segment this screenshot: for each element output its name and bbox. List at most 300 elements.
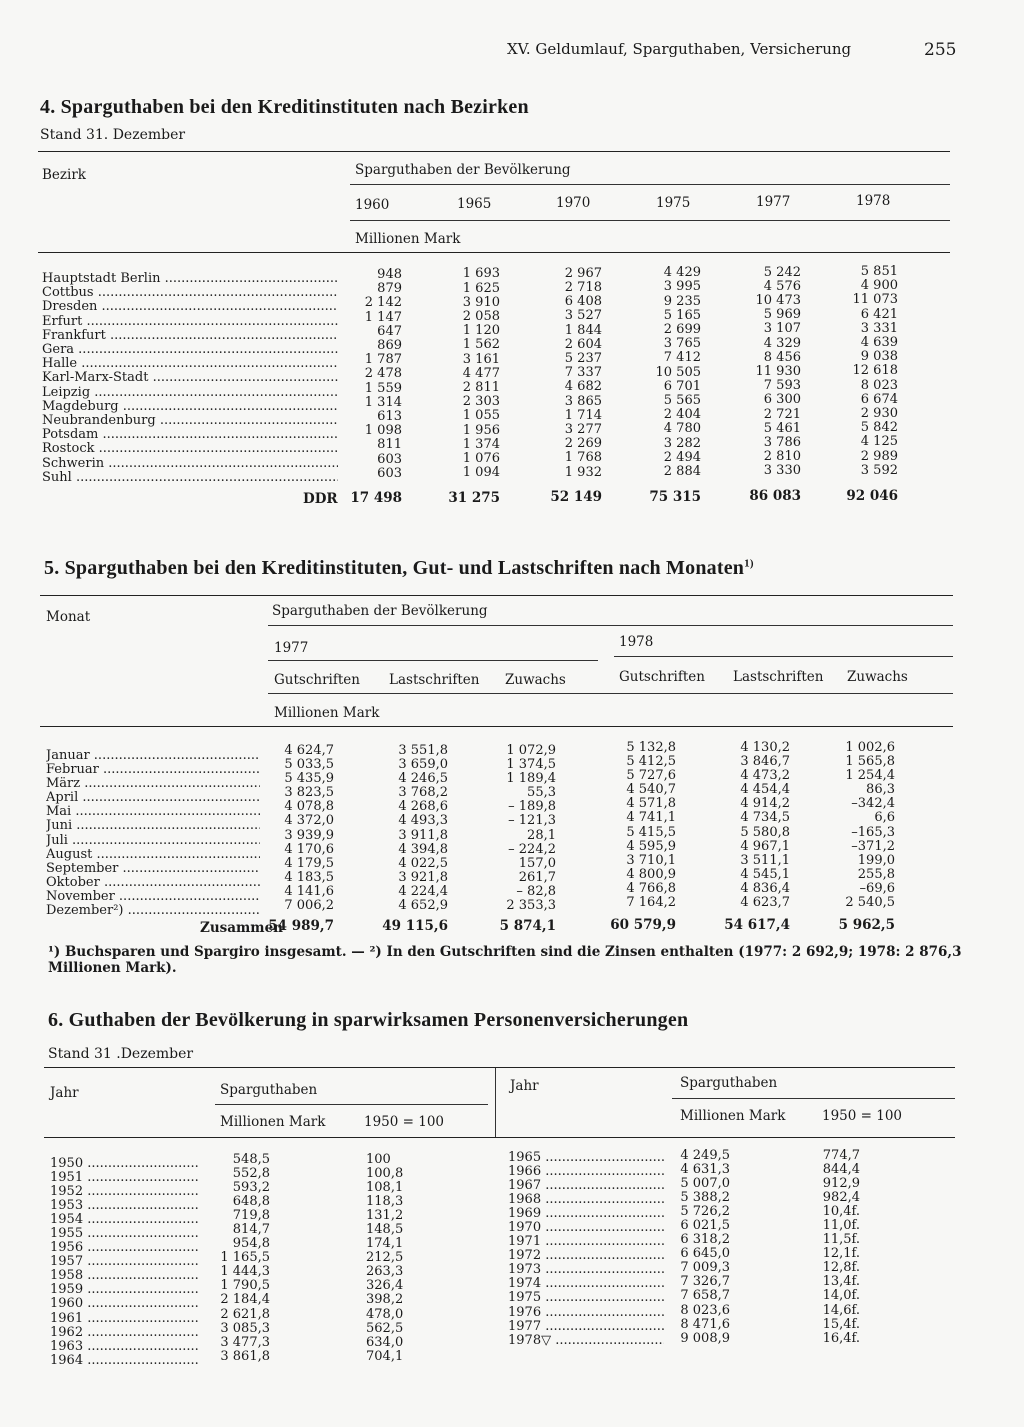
row-label: 1969 ..... [508,1207,664,1221]
row-label: 1956 ..... [50,1241,198,1255]
cell: 814,7 [232,1222,270,1238]
cell: 1 072,9 [506,743,556,758]
cell: 1 165,5 [220,1250,270,1266]
total-cell: 54 989,7 [268,918,334,934]
year-header: 1975 [656,194,691,211]
cell: 648,8 [232,1194,270,1210]
row-label: 1957 ..... [50,1255,198,1269]
cell: 131,2 [366,1208,404,1224]
cell: 1 956 [462,422,500,438]
cell: 2 269 [564,436,602,452]
cell: 4 571,8 [626,796,676,812]
cell: 8 023,6 [680,1302,730,1318]
cell: 2 142 [364,295,402,311]
cell: 4 141,6 [284,883,334,899]
cell: 4 078,8 [284,799,334,815]
cell: 174,1 [366,1236,404,1252]
cell: 2 303 [462,394,500,410]
row-label: 1963 ..... [50,1340,198,1354]
row-label: Hauptstadt Berlin ..... [42,272,338,286]
cell: 5 033,5 [284,757,334,773]
cell: 326,4 [366,1278,404,1294]
cell: 4 914,2 [740,796,790,812]
row-label: Februar ..... [46,763,260,777]
row-label: 1955 ..... [50,1227,198,1241]
cell: 6 318,2 [680,1232,730,1248]
cell: 5 969 [763,307,801,323]
cell: 255,8 [857,866,895,882]
row-label: Suhl ..... [42,471,338,485]
cell: 1 098 [364,423,402,439]
total-cell: 54 617,4 [724,917,790,933]
cell: 3 846,7 [740,754,790,770]
row-label: November ..... [46,890,260,904]
cell: 3 861,8 [220,1348,270,1364]
cell: 5 461 [763,420,801,436]
cell: – 121,3 [508,813,556,829]
cell: 1 559 [364,380,402,396]
row-label: Schwerin ..... [42,457,338,471]
cell: –165,3 [851,824,895,840]
cell: 7 006,2 [284,898,334,914]
group-header-left: Sparguthaben [220,1082,318,1098]
cell: 4 429 [663,265,701,281]
col-idx-right: 1950 = 100 [822,1108,903,1124]
table-4-subtitle: Stand 31. Dezember [40,127,186,143]
row-label: 1964 ..... [50,1354,198,1368]
cell: 5 132,8 [626,740,676,755]
cell: 5 165 [663,307,701,323]
total-cell: 52 149 [550,489,602,506]
total-cell: 49 115,6 [382,918,448,934]
cell: 4 836,4 [740,880,790,896]
col-monat: Monat [46,609,91,625]
value-column [358,744,448,913]
cell: 948 [377,267,402,282]
cell: 4 631,3 [680,1162,730,1178]
cell: 1 120 [462,323,500,339]
cell: 1 790,5 [220,1278,270,1294]
cell: 8 456 [763,349,801,365]
cell: 4 394,8 [398,841,448,857]
cell: 3 551,8 [398,743,448,758]
row-label: Dezember²) ..... [46,904,260,918]
cell: 11 073 [852,292,898,308]
row-label: Frankfurt ..... [42,329,338,343]
value-column [621,266,701,479]
cell: 5 580,8 [740,824,790,840]
cell: 4 800,9 [626,866,676,882]
cell: 3 161 [462,351,500,367]
cell: 954,8 [232,1236,270,1252]
cell: 14,6f. [822,1302,860,1318]
cell: 5 726,2 [680,1204,730,1220]
cell: 3 786 [763,435,801,451]
cell: 108,1 [366,1180,404,1196]
cell: 2 494 [663,449,701,465]
column-header: Zuwachs [505,672,566,688]
cell: 157,0 [518,855,556,871]
cell: 603 [377,465,402,481]
cell: 3 107 [763,321,801,337]
cell: 6 408 [564,294,602,310]
cell: 2 718 [564,280,602,295]
cell: 4 130,2 [740,740,790,755]
cell: 11,5f. [822,1232,860,1248]
cell: 6 300 [763,392,801,408]
cell: 879 [377,281,402,297]
cell: 2 404 [663,407,701,423]
cell: 13,4f. [822,1274,860,1290]
table-5-title: 5. Sparguthaben bei den Kreditinstituten, Gut- und Lastschriften nach Monaten$^{1)}$ [44,557,754,579]
cell: 6 021,5 [680,1218,730,1234]
year-1977: 1977 [274,640,309,656]
cell: 28,1 [527,827,556,843]
cell: 11 930 [755,364,801,380]
cell: 4 372,0 [284,813,334,829]
cell: 6,6 [874,810,895,826]
cell: 3 085,3 [220,1320,270,1336]
value-column [586,741,676,910]
cell: 2 353,3 [506,898,556,914]
row-label: März ..... [46,777,260,791]
cell: 4 179,5 [284,855,334,871]
cell: 912,9 [822,1176,860,1192]
cell: 2 810 [763,449,801,465]
cell: 5 388,2 [680,1190,730,1206]
cell: 4 183,5 [284,869,334,885]
row-label: 1972 ..... [508,1249,664,1263]
cell: 2 967 [564,265,602,281]
row-label: 1977 ..... [508,1320,664,1334]
cell: 398,2 [366,1292,404,1308]
cell: 1 076 [462,451,500,467]
row-label: Neubrandenburg ..... [42,414,338,428]
row-label: 1962 ..... [50,1326,198,1340]
year-header: 1970 [556,195,591,212]
row-label: Oktober ..... [46,876,260,890]
cell: 5 007,0 [680,1176,730,1192]
cell: 1 565,8 [845,754,895,770]
cell: 100 [366,1152,391,1167]
cell: 3 527 [564,308,602,324]
cell: 55,3 [527,785,556,801]
unit-label: Millionen Mark [274,705,380,721]
year-header: 1977 [756,193,791,210]
total-cell: 75 315 [649,488,701,505]
col-jahr-left: Jahr [50,1085,79,1101]
row-label: September ..... [46,862,260,876]
cell: 4 329 [763,335,801,351]
cell: 562,5 [366,1320,404,1336]
row-label: 1965 ..... [508,1151,664,1165]
footnote: ¹) Buchsparen und Spargiro insgesamt. — ²) In den Gutschriften sind die Zinsen enthalten (1977: 2 692,9; 1978: 2 876,3 Millionen Mark). [48,944,962,976]
cell: 12,1f. [822,1246,860,1262]
cell: 10 473 [755,293,801,308]
cell: 2 478 [364,366,402,382]
cell: 548,5 [232,1152,270,1167]
cell: 2 989 [860,448,898,464]
row-label: Erfurt ..... [42,315,338,329]
cell: 5 727,6 [626,768,676,784]
cell: 1 374 [462,436,500,452]
col-jahr-right: Jahr [510,1078,539,1094]
row-label: 1959 ..... [50,1283,198,1297]
cell: 3 911,8 [398,827,448,843]
cell: 4 576 [763,278,801,294]
cell: 148,5 [366,1222,404,1238]
cell: 118,3 [366,1194,404,1210]
cell: 1 844 [564,322,602,338]
total-cell: 92 046 [846,488,898,504]
cell: 4 766,8 [626,880,676,896]
cell: 7 593 [763,378,801,394]
cell: 4 780 [663,421,701,437]
col-bezirk: Bezirk [42,167,86,183]
cell: – 224,2 [508,841,556,857]
cell: 3 659,0 [398,757,448,773]
group-header-right: Sparguthaben [680,1075,778,1091]
cell: 9 235 [663,293,701,309]
cell: 5 415,5 [626,824,676,840]
year-1978: 1978 [619,634,654,650]
cell: –371,2 [851,838,895,854]
value-column [466,744,556,913]
year-header: 1965 [457,196,492,213]
idx-column-left [366,1153,403,1364]
column-header: Lastschriften [733,669,824,685]
cell: 7 164,2 [626,895,676,911]
cell: 4 493,3 [398,813,448,829]
cell: 5 565 [663,393,701,409]
unit-label: Millionen Mark [355,231,461,247]
row-label: 1978▽ ..... [508,1334,664,1348]
idx-column-right [790,1149,860,1346]
row-label: April ..... [46,791,260,805]
cell: 3 282 [663,435,701,451]
cell: 704,1 [366,1348,404,1364]
col-idx-left: 1950 = 100 [364,1114,445,1130]
cell: 3 823,5 [284,785,334,801]
cell: 9 008,9 [680,1330,730,1346]
cell: 1 002,6 [845,740,895,755]
row-label: 1960 ..... [50,1297,198,1311]
cell: 4 682 [564,379,602,395]
row-label: 1958 ..... [50,1269,198,1283]
cell: 4 595,9 [626,838,676,854]
cell: 3 331 [860,320,898,336]
year-header: 1960 [355,197,390,213]
cell: 478,0 [366,1306,404,1322]
cell: 4 268,6 [398,799,448,815]
cell: 11,0f. [822,1218,860,1234]
row-label: Januar ..... [46,749,260,763]
cell: 844,4 [822,1162,860,1178]
table-6-subtitle: Stand 31 .Dezember [48,1046,194,1062]
row-label: 1968 ..... [508,1193,664,1207]
cell: 7 009,3 [680,1260,730,1276]
cell: 3 921,8 [398,869,448,885]
cell: 4 967,1 [740,838,790,854]
cell: 634,0 [366,1334,404,1350]
cell: – 189,8 [508,799,556,815]
cell: 3 939,9 [284,827,334,843]
cell: 5 851 [860,264,898,279]
mm-column-right [650,1149,730,1346]
row-label: 1973 ..... [508,1263,664,1277]
cell: –342,4 [851,796,895,812]
cell: 1 768 [564,450,602,466]
cell: 2 721 [763,406,801,422]
cell: 3 910 [462,294,500,310]
cell: 263,3 [366,1264,404,1280]
cell: 2 184,4 [220,1292,270,1308]
value-column [700,741,790,910]
cell: 7 658,7 [680,1288,730,1304]
total-cell: 5 874,1 [499,918,556,934]
cell: 5 842 [860,420,898,436]
value-column [420,267,500,480]
row-label: 1953 ..... [50,1199,198,1213]
row-label: Magdeburg ..... [42,400,338,414]
cell: 3 477,3 [220,1334,270,1350]
cell: –69,6 [859,880,895,896]
cell: 5 237 [564,351,602,367]
chapter-header: XV. Geldumlauf, Sparguthaben, Versicherung [507,40,852,58]
cell: 4 734,5 [740,810,790,826]
cell: 5 435,9 [284,771,334,787]
cell: 1 932 [564,464,602,480]
cell: 982,4 [822,1190,860,1206]
year-labels-left [50,1157,198,1368]
row-label: 1976 ..... [508,1306,664,1320]
value-column [522,267,602,480]
cell: 100,8 [366,1166,404,1182]
cell: 3 768,2 [398,785,448,801]
cell: 4 125 [860,434,898,450]
row-label: 1971 ..... [508,1235,664,1249]
cell: – 82,8 [516,883,556,899]
group-header: Sparguthaben der Bevölkerung [355,162,571,178]
cell: 8 471,6 [680,1316,730,1332]
cell: 603 [377,451,402,467]
cell: 261,7 [518,869,556,885]
row-label: 1954 ..... [50,1213,198,1227]
cell: 2 699 [663,322,701,337]
column-header: Gutschriften [619,669,705,685]
cell: 552,8 [232,1166,270,1182]
cell: 4 454,4 [740,782,790,798]
cell: 811 [377,437,402,453]
row-label: Gera ..... [42,343,338,357]
cell: 1 625 [462,280,500,296]
col-mm-right: Millionen Mark [680,1108,786,1124]
table-4-title: 4. Sparguthaben bei den Kreditinstituten nach Bezirken [40,96,529,118]
column-header: Gutschriften [274,672,360,688]
row-label: Rostock ..... [42,442,338,456]
cell: 14,0f. [822,1288,860,1304]
cell: 16,4f. [822,1330,860,1346]
cell: 2 604 [564,336,602,352]
total-cell: 86 083 [749,488,801,505]
cell: 3 710,1 [626,852,676,868]
cell: 4 246,5 [398,771,448,787]
cell: 1 147 [364,309,402,325]
total-label: Zusammen [200,920,283,936]
cell: 5 412,5 [626,754,676,770]
cell: 4 900 [860,278,898,294]
cell: 6 645,0 [680,1246,730,1262]
cell: 199,0 [857,852,895,868]
cell: 10,4f. [822,1204,860,1220]
row-label: 1950 ..... [50,1157,198,1171]
row-label: Mai ..... [46,805,260,819]
row-label: Halle ..... [42,357,338,371]
cell: 7 412 [663,350,701,366]
cell: 1 094 [462,465,500,481]
cell: 2 884 [663,464,701,480]
cell: 3 330 [763,463,801,479]
value-column [721,266,801,479]
cell: 869 [377,338,402,354]
cell: 613 [377,409,402,425]
cell: 6 421 [860,306,898,322]
cell: 4 652,9 [398,898,448,914]
cell: 4 639 [860,335,898,351]
row-label: 1974 ..... [508,1277,664,1291]
mm-column-left [190,1153,270,1364]
cell: 212,5 [366,1250,404,1266]
monat-labels [46,749,260,918]
cell: 4 170,6 [284,841,334,857]
value-column [244,744,334,913]
cell: 6 701 [663,378,701,394]
row-label: 1975 ..... [508,1291,664,1305]
cell: 1 055 [462,408,500,424]
total-cell: 5 962,5 [838,917,895,933]
cell: 6 674 [860,391,898,407]
row-label: Cottbus ..... [42,286,338,300]
cell: 4 224,4 [398,883,448,899]
table-6-title: 6. Guthaben der Bevölkerung in sparwirksamen Personenversicherungen [48,1009,689,1031]
cell: 2 930 [860,406,898,422]
value-column [805,741,895,910]
cell: 1 693 [462,266,500,282]
cell: 4 540,7 [626,782,676,798]
cell: 3 865 [564,393,602,409]
row-label: 1961 ..... [50,1312,198,1326]
cell: 86,3 [866,782,895,798]
row-label: 1967 ..... [508,1179,664,1193]
cell: 4 477 [462,365,500,381]
cell: 3 765 [663,336,701,352]
value-column [818,265,898,478]
row-label: Karl-Marx-Stadt ..... [42,371,338,385]
cell: 8 023 [860,377,898,393]
group-header: Sparguthaben der Bevölkerung [272,603,488,619]
cell: 1 444,3 [220,1264,270,1280]
cell: 1 189,4 [506,771,556,787]
cell: 2 621,8 [220,1306,270,1322]
cell: 2 540,5 [845,895,895,911]
total-cell: 17 498 [350,490,402,506]
row-label: 1951 ..... [50,1171,198,1185]
total-cell: 60 579,9 [610,917,676,933]
row-label: 1952 ..... [50,1185,198,1199]
cell: 2 811 [462,380,500,396]
cell: 7 337 [564,365,602,381]
cell: 4 022,5 [398,855,448,871]
